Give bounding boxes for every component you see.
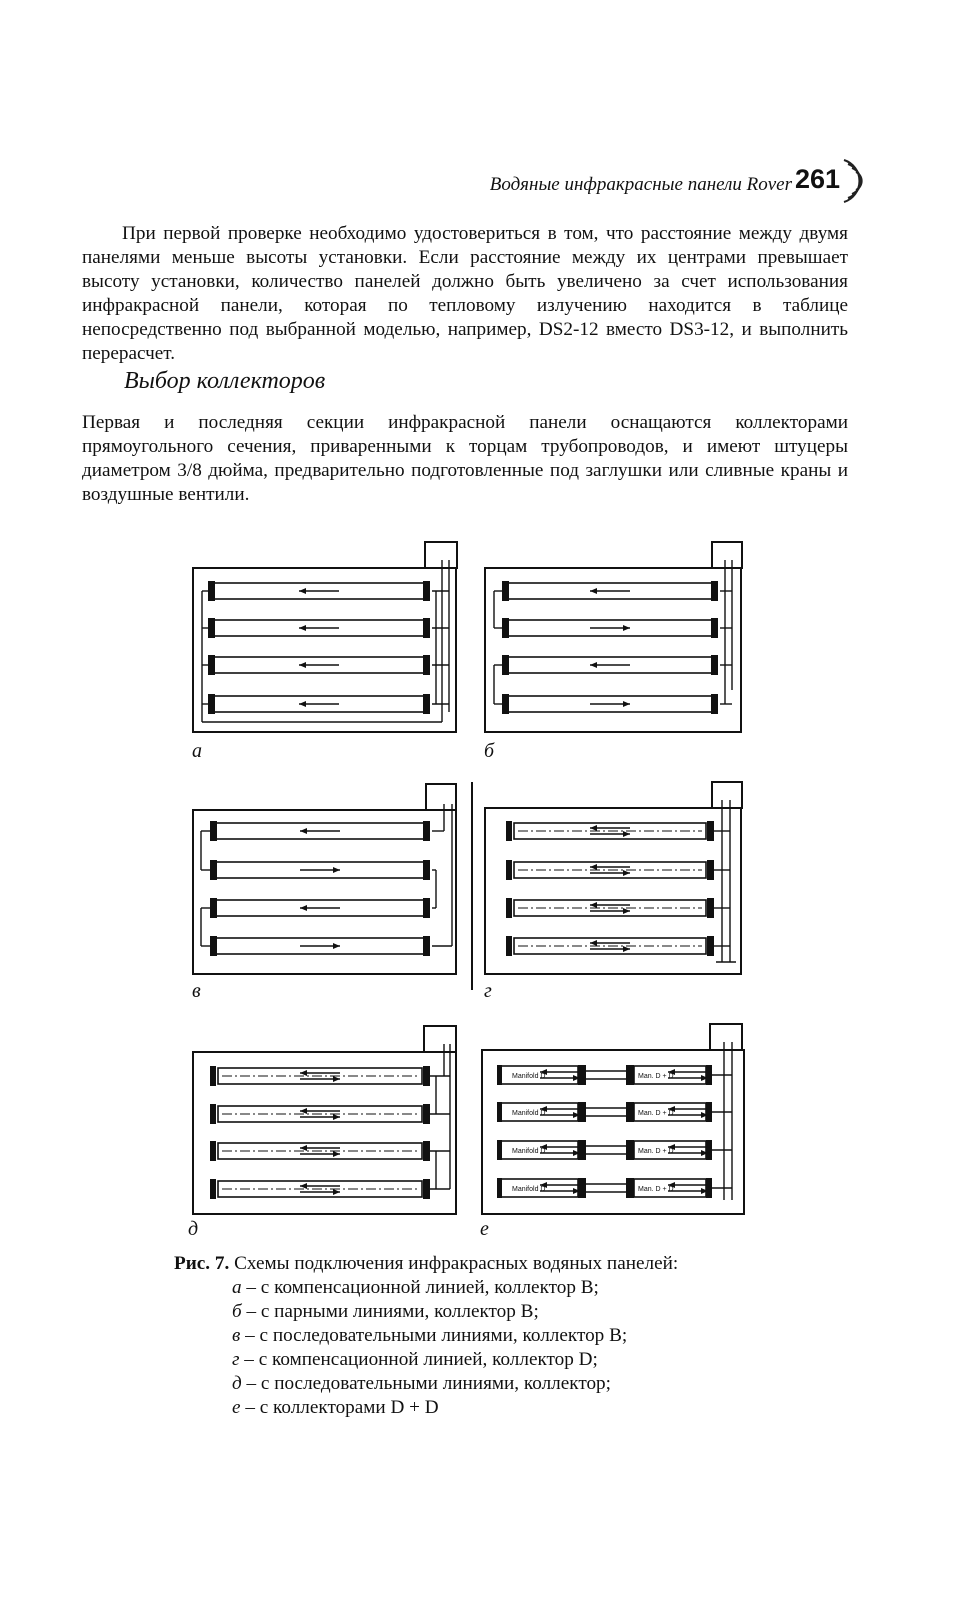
caption-item-b: б – с парными линиями, коллектор В;: [232, 1301, 539, 1322]
collector-right: [423, 581, 430, 601]
collector-left: [208, 655, 215, 675]
collector-right: [423, 898, 430, 918]
collector-left: [502, 655, 509, 675]
junction-box: [424, 1026, 456, 1052]
collector-left: [210, 821, 217, 841]
collector-left: [210, 1141, 216, 1161]
collector-right: [707, 821, 714, 841]
collector-left: [210, 1104, 216, 1124]
collector-left: [497, 1178, 502, 1198]
collector-right: [707, 860, 714, 880]
collector-left: [210, 1066, 216, 1086]
collector-left: [502, 694, 509, 714]
collector-right: [707, 936, 714, 956]
collector-left: [497, 1102, 502, 1122]
figure-caption-title: Схемы подключения инфракрасных водяных панелей:: [234, 1253, 679, 1274]
manifold-label: Manifold D: [512, 1148, 546, 1155]
collector-left: [497, 1065, 502, 1085]
diagram-label-b: б: [484, 740, 495, 762]
collector-mid-right: [626, 1178, 634, 1198]
collector-right: [706, 1178, 712, 1198]
diagram-b: [485, 542, 742, 732]
caption-item-v: в – с последовательными линиями, коллектор В;: [232, 1325, 628, 1346]
caption-item-d: д – с последовательными линиями, коллектор;: [232, 1373, 611, 1394]
manifold-label: Manifold D: [512, 1186, 546, 1193]
collector-right: [423, 1141, 430, 1161]
collector-right: [706, 1065, 712, 1085]
caption-item-a: а – с компенсационной линией, коллектор В;: [232, 1277, 599, 1298]
diagram-label-v: в: [192, 980, 201, 1002]
frame: [193, 568, 456, 732]
man-label: Man. D + D: [638, 1186, 674, 1193]
figure-caption-ref: Рис. 7.: [174, 1253, 230, 1274]
paragraph-2: Первая и последняя секции инфракрасной панели оснащаются коллекторами прямоугольного сечения, приваренными к торцам трубопроводов, и имеют штуцеры диаметром 3/8 дюйма, предварительно подготовленные под заглушки или сливные краны и воздушные вентили.: [82, 412, 848, 505]
junction-box: [425, 542, 457, 568]
manifold-label: Manifold D: [512, 1073, 546, 1080]
collector-right: [423, 1066, 430, 1086]
junction-box: [710, 1024, 742, 1050]
collector-right: [423, 936, 430, 956]
page-number: 261: [794, 164, 840, 194]
collector-mid-right: [626, 1065, 634, 1085]
man-label: Man. D + D: [638, 1148, 674, 1155]
collector-right: [711, 655, 718, 675]
man-label: Man. D + D: [638, 1110, 674, 1117]
collector-left: [506, 821, 512, 841]
diagram-label-g: г: [484, 980, 492, 1002]
collector-left: [210, 1179, 216, 1199]
collector-left: [210, 898, 217, 918]
collector-right: [423, 618, 430, 638]
man-label: Man. D + D: [638, 1073, 674, 1080]
diagram-d: [193, 1026, 456, 1214]
collector-right: [711, 581, 718, 601]
caption-item-g: г – с компенсационной линией, коллектор D;: [232, 1349, 598, 1370]
collector-mid-right: [626, 1102, 634, 1122]
diagram-label-d: д: [188, 1218, 199, 1240]
manifold-label: Manifold D: [512, 1110, 546, 1117]
caption-item-e: е – с коллекторами D + D: [232, 1397, 439, 1418]
collector-right: [423, 655, 430, 675]
collector-right: [711, 694, 718, 714]
diagram-label-e: е: [480, 1218, 489, 1240]
diagram-a: [193, 542, 457, 732]
collector-right: [706, 1102, 712, 1122]
collector-right: [423, 1179, 430, 1199]
collector-right: [423, 821, 430, 841]
diagram-g: [485, 782, 742, 974]
paragraph-1: При первой проверке необходимо удостовериться в том, что расстояние между двумя панелями меньше высоты установки. Если расстояние между их центрами превышает высоту установки, количество панелей должно быть увеличено за счет использования инфракрасной панели, которая по тепловому излучению находится в таблице непосредственно под выбранной моделью, например, DS2-12 вместо DS3-12, и выполнить перерасчет.: [82, 223, 848, 364]
figure-caption: [174, 1252, 678, 1276]
diagram-e: [482, 1024, 744, 1214]
collector-left: [506, 860, 512, 880]
collector-mid-left: [578, 1140, 586, 1160]
figure-caption-items: [232, 1276, 627, 1420]
collector-mid-left: [578, 1102, 586, 1122]
diagram-v: [193, 784, 456, 974]
collector-right: [706, 1140, 712, 1160]
frame: [485, 568, 741, 732]
collector-right: [711, 618, 718, 638]
frame: [193, 810, 456, 974]
running-header-title: Водяные инфракрасные панели Rover: [489, 174, 792, 195]
collector-right: [423, 1104, 430, 1124]
collector-left: [208, 581, 215, 601]
collector-mid-left: [578, 1178, 586, 1198]
section-title: Выбор коллекторов: [124, 368, 326, 394]
collector-right: [423, 694, 430, 714]
collector-left: [502, 618, 509, 638]
collector-right: [423, 860, 430, 880]
collector-left: [506, 898, 512, 918]
collector-left: [208, 694, 215, 714]
collector-left: [210, 936, 217, 956]
collector-left: [208, 618, 215, 638]
collector-right: [707, 898, 714, 918]
collector-left: [210, 860, 217, 880]
collector-mid-right: [626, 1140, 634, 1160]
diagram-label-a: а: [192, 740, 202, 762]
junction-box: [712, 782, 742, 808]
collector-left: [502, 581, 509, 601]
collector-mid-left: [578, 1065, 586, 1085]
collector-left: [497, 1140, 502, 1160]
junction-box: [712, 542, 742, 568]
collector-left: [506, 936, 512, 956]
